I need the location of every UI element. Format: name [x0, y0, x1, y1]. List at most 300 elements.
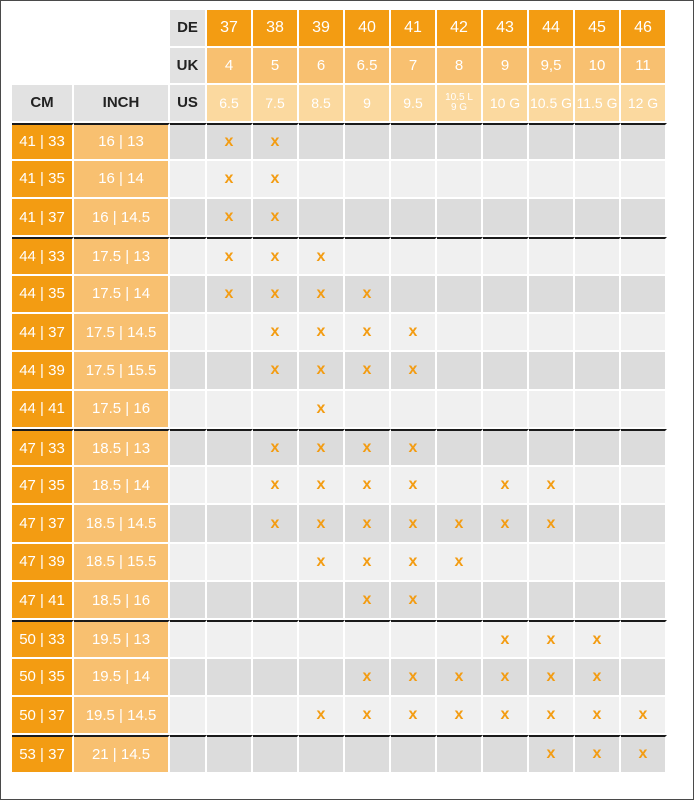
fit-cell [207, 276, 253, 314]
fit-cell [253, 697, 299, 735]
fit-cell [391, 582, 437, 620]
fit-cell [207, 697, 253, 735]
fit-mark: x [316, 399, 326, 417]
fit-cell [299, 123, 345, 161]
fit-cell [253, 505, 299, 543]
fit-cell [207, 582, 253, 620]
row-spacer [170, 237, 207, 275]
fit-cell [437, 659, 483, 697]
fit-cell [437, 314, 483, 352]
fit-mark: x [316, 361, 326, 379]
fit-mark: x [270, 284, 280, 302]
fit-cell [621, 199, 667, 237]
fit-cell [621, 659, 667, 697]
row-spacer [170, 123, 207, 161]
us-size-cell: 11.5 G [575, 85, 621, 123]
fit-cell [483, 161, 529, 199]
fit-cell [253, 161, 299, 199]
fit-cell [299, 582, 345, 620]
fit-cell [575, 544, 621, 582]
fit-cell [391, 620, 437, 658]
inch-value: 18.5 | 14 [74, 467, 170, 505]
fit-cell [529, 582, 575, 620]
us-size-cell: 10.5 G [529, 85, 575, 123]
fit-cell [299, 199, 345, 237]
fit-mark: x [408, 552, 418, 570]
fit-cell [345, 199, 391, 237]
row-spacer [170, 735, 207, 773]
fit-cell [253, 276, 299, 314]
fit-cell [621, 505, 667, 543]
row-spacer [170, 314, 207, 352]
size-row [12, 161, 667, 199]
cm-value: 47 | 37 [12, 505, 74, 543]
fit-mark: x [454, 514, 464, 532]
cm-value: 41 | 37 [12, 199, 74, 237]
cm-value: 44 | 35 [12, 276, 74, 314]
inch-value: 17.5 | 14 [74, 276, 170, 314]
fit-cell [575, 582, 621, 620]
fit-cell [253, 659, 299, 697]
fit-cell [345, 735, 391, 773]
fit-cell [575, 161, 621, 199]
fit-cell [207, 352, 253, 390]
fit-cell [253, 620, 299, 658]
us-size-cell: 7.5 [253, 85, 299, 123]
fit-mark: x [316, 247, 326, 265]
fit-cell [207, 237, 253, 275]
size-row [12, 582, 667, 620]
de-size-cell: 38 [253, 10, 299, 48]
fit-cell [253, 352, 299, 390]
fit-cell [207, 161, 253, 199]
fit-cell [345, 505, 391, 543]
fit-cell [575, 467, 621, 505]
fit-cell [529, 352, 575, 390]
fit-cell [345, 697, 391, 735]
size-row [12, 544, 667, 582]
inch-value: 18.5 | 16 [74, 582, 170, 620]
fit-cell [621, 391, 667, 429]
fit-cell [253, 429, 299, 467]
fit-mark: x [270, 208, 280, 226]
fit-cell [621, 161, 667, 199]
fit-mark: x [316, 552, 326, 570]
fit-cell [437, 276, 483, 314]
fit-cell [529, 314, 575, 352]
fit-cell [529, 391, 575, 429]
row-spacer [170, 697, 207, 735]
row-spacer [170, 199, 207, 237]
fit-cell [207, 659, 253, 697]
fit-cell [253, 582, 299, 620]
inch-value: 17.5 | 15.5 [74, 352, 170, 390]
row-spacer [170, 352, 207, 390]
fit-cell [529, 735, 575, 773]
uk-size-cell: 6.5 [345, 48, 391, 86]
fit-cell [575, 391, 621, 429]
fit-cell [529, 505, 575, 543]
fit-cell [529, 467, 575, 505]
fit-cell [207, 314, 253, 352]
cm-column-header: CM [12, 85, 74, 123]
de-size-cell: 40 [345, 10, 391, 48]
us-size-cell: 12 G [621, 85, 667, 123]
fit-cell [207, 123, 253, 161]
fit-cell [575, 237, 621, 275]
uk-size-cell: 9,5 [529, 48, 575, 86]
fit-cell [621, 123, 667, 161]
header-spacer [12, 48, 170, 86]
fit-cell [207, 735, 253, 773]
fit-cell [345, 161, 391, 199]
fit-cell [299, 467, 345, 505]
de-row-label: DE [170, 10, 207, 48]
fit-cell [253, 314, 299, 352]
fit-cell [299, 352, 345, 390]
fit-cell [345, 123, 391, 161]
header-spacer [12, 10, 170, 48]
fit-cell [483, 391, 529, 429]
inch-value: 21 | 14.5 [74, 735, 170, 773]
de-size-cell: 43 [483, 10, 529, 48]
fit-cell [299, 391, 345, 429]
fit-cell [483, 352, 529, 390]
fit-mark: x [270, 169, 280, 187]
fit-cell [391, 659, 437, 697]
fit-mark: x [362, 514, 372, 532]
fit-cell [621, 467, 667, 505]
fit-cell [437, 467, 483, 505]
fit-cell [437, 352, 483, 390]
cm-value: 44 | 37 [12, 314, 74, 352]
fit-mark: x [500, 476, 510, 494]
cm-value: 41 | 33 [12, 123, 74, 161]
fit-mark: x [408, 591, 418, 609]
fit-mark: x [270, 476, 280, 494]
fit-mark: x [270, 323, 280, 341]
fit-cell [345, 544, 391, 582]
fit-cell [483, 429, 529, 467]
fit-cell [483, 505, 529, 543]
fit-cell [299, 237, 345, 275]
fit-mark: x [362, 591, 372, 609]
fit-cell [391, 352, 437, 390]
fit-mark: x [408, 667, 418, 685]
fit-cell [529, 544, 575, 582]
fit-cell [483, 544, 529, 582]
fit-cell [253, 467, 299, 505]
fit-cell [345, 582, 391, 620]
fit-cell [345, 467, 391, 505]
fit-mark: x [592, 667, 602, 685]
size-row [12, 620, 667, 658]
fit-cell [345, 429, 391, 467]
inch-column-header: INCH [74, 85, 170, 123]
fit-cell [529, 199, 575, 237]
fit-cell [575, 123, 621, 161]
size-row [12, 505, 667, 543]
fit-cell [345, 276, 391, 314]
size-row [12, 467, 667, 505]
size-row [12, 199, 667, 237]
fit-mark: x [454, 552, 464, 570]
fit-mark: x [270, 361, 280, 379]
fit-mark: x [408, 706, 418, 724]
row-spacer [170, 582, 207, 620]
fit-mark: x [362, 284, 372, 302]
size-row [12, 123, 667, 161]
row-spacer [170, 391, 207, 429]
us-size-cell: 10 G [483, 85, 529, 123]
fit-mark: x [500, 667, 510, 685]
us-size-cell: 6.5 [207, 85, 253, 123]
fit-cell [483, 314, 529, 352]
uk-size-cell: 5 [253, 48, 299, 86]
inch-value: 18.5 | 15.5 [74, 544, 170, 582]
inch-value: 17.5 | 16 [74, 391, 170, 429]
fit-mark: x [408, 361, 418, 379]
fit-mark: x [224, 208, 234, 226]
fit-cell [621, 544, 667, 582]
cm-value: 53 | 37 [12, 735, 74, 773]
us-size-cell [437, 85, 483, 123]
inch-value: 19.5 | 13 [74, 620, 170, 658]
fit-mark: x [638, 706, 648, 724]
fit-cell [483, 237, 529, 275]
us-size-line: 9 G [450, 101, 468, 113]
fit-mark: x [408, 439, 418, 457]
fit-cell [253, 237, 299, 275]
fit-cell [253, 123, 299, 161]
fit-cell [437, 199, 483, 237]
fit-cell [437, 735, 483, 773]
fit-cell [483, 735, 529, 773]
fit-cell [437, 582, 483, 620]
fit-mark: x [224, 169, 234, 187]
size-row [12, 352, 667, 390]
uk-size-cell: 11 [621, 48, 667, 86]
fit-mark: x [500, 706, 510, 724]
fit-cell [529, 620, 575, 658]
de-size-cell: 37 [207, 10, 253, 48]
fit-cell [299, 276, 345, 314]
fit-cell [575, 505, 621, 543]
uk-size-cell: 9 [483, 48, 529, 86]
fit-cell [483, 659, 529, 697]
fit-cell [437, 620, 483, 658]
row-spacer [170, 276, 207, 314]
fit-cell [621, 314, 667, 352]
fit-cell [299, 659, 345, 697]
fit-cell [575, 276, 621, 314]
fit-cell [437, 161, 483, 199]
fit-cell [299, 161, 345, 199]
fit-mark: x [408, 476, 418, 494]
header-row-uk [12, 48, 667, 86]
fit-cell [529, 123, 575, 161]
size-row [12, 391, 667, 429]
fit-cell [345, 314, 391, 352]
fit-mark: x [362, 323, 372, 341]
fit-mark: x [362, 439, 372, 457]
fit-cell [437, 123, 483, 161]
fit-mark: x [546, 667, 556, 685]
fit-mark: x [316, 706, 326, 724]
cm-value: 47 | 41 [12, 582, 74, 620]
fit-cell [621, 620, 667, 658]
fit-cell [575, 620, 621, 658]
fit-cell [483, 276, 529, 314]
size-chart-body [12, 10, 667, 774]
fit-cell [437, 544, 483, 582]
size-row [12, 659, 667, 697]
fit-cell [299, 314, 345, 352]
fit-cell [483, 467, 529, 505]
fit-cell [483, 620, 529, 658]
cm-value: 50 | 33 [12, 620, 74, 658]
fit-mark: x [500, 514, 510, 532]
fit-mark: x [500, 630, 510, 648]
fit-mark: x [546, 630, 556, 648]
fit-cell [207, 544, 253, 582]
cm-value: 44 | 39 [12, 352, 74, 390]
size-row [12, 237, 667, 275]
fit-mark: x [362, 667, 372, 685]
fit-cell [529, 697, 575, 735]
size-row [12, 697, 667, 735]
fit-cell [391, 429, 437, 467]
fit-mark: x [270, 439, 280, 457]
de-size-cell: 42 [437, 10, 483, 48]
fit-mark: x [546, 476, 556, 494]
fit-mark: x [638, 745, 648, 763]
fit-cell [575, 199, 621, 237]
fit-mark: x [316, 323, 326, 341]
fit-cell [345, 352, 391, 390]
fit-cell [391, 505, 437, 543]
row-spacer [170, 659, 207, 697]
row-spacer [170, 620, 207, 658]
fit-cell [437, 237, 483, 275]
fit-cell [621, 352, 667, 390]
fit-cell [391, 276, 437, 314]
cm-value: 47 | 33 [12, 429, 74, 467]
fit-cell [529, 276, 575, 314]
uk-size-cell: 6 [299, 48, 345, 86]
fit-cell [299, 735, 345, 773]
fit-cell [253, 544, 299, 582]
row-spacer [170, 429, 207, 467]
fit-cell [391, 391, 437, 429]
row-spacer [170, 544, 207, 582]
fit-cell [299, 544, 345, 582]
fit-cell [253, 199, 299, 237]
fit-cell [207, 505, 253, 543]
row-spacer [170, 467, 207, 505]
fit-cell [207, 429, 253, 467]
cm-value: 44 | 41 [12, 391, 74, 429]
uk-row-label: UK [170, 48, 207, 86]
fit-cell [391, 544, 437, 582]
fit-cell [345, 659, 391, 697]
fit-mark: x [270, 247, 280, 265]
fit-mark: x [454, 706, 464, 724]
fit-mark: x [408, 514, 418, 532]
fit-mark: x [316, 439, 326, 457]
cm-value: 50 | 37 [12, 697, 74, 735]
fit-mark: x [592, 630, 602, 648]
fit-cell [345, 237, 391, 275]
inch-value: 17.5 | 14.5 [74, 314, 170, 352]
fit-mark: x [362, 706, 372, 724]
header-row-de [12, 10, 667, 48]
row-spacer [170, 161, 207, 199]
fit-cell [437, 505, 483, 543]
fit-cell [391, 161, 437, 199]
fit-cell [207, 467, 253, 505]
fit-cell [437, 429, 483, 467]
fit-mark: x [454, 667, 464, 685]
fit-mark: x [546, 745, 556, 763]
size-chart-table [12, 10, 667, 774]
fit-cell [253, 391, 299, 429]
cm-value: 47 | 35 [12, 467, 74, 505]
fit-mark: x [362, 476, 372, 494]
fit-cell [621, 276, 667, 314]
size-row [12, 314, 667, 352]
de-size-cell: 39 [299, 10, 345, 48]
fit-cell [207, 391, 253, 429]
fit-cell [575, 352, 621, 390]
fit-cell [575, 697, 621, 735]
fit-cell [483, 199, 529, 237]
fit-mark: x [546, 706, 556, 724]
de-size-cell: 44 [529, 10, 575, 48]
us-size-cell: 9.5 [391, 85, 437, 123]
header-row-us [12, 85, 667, 123]
fit-cell [253, 735, 299, 773]
fit-cell [391, 467, 437, 505]
fit-cell [437, 697, 483, 735]
fit-cell [207, 199, 253, 237]
inch-value: 18.5 | 14.5 [74, 505, 170, 543]
fit-cell [483, 123, 529, 161]
inch-value: 19.5 | 14.5 [74, 697, 170, 735]
fit-cell [207, 620, 253, 658]
cm-value: 41 | 35 [12, 161, 74, 199]
cm-value: 44 | 33 [12, 237, 74, 275]
fit-mark: x [592, 745, 602, 763]
size-row [12, 429, 667, 467]
fit-mark: x [546, 514, 556, 532]
inch-value: 16 | 13 [74, 123, 170, 161]
uk-size-cell: 4 [207, 48, 253, 86]
de-size-cell: 46 [621, 10, 667, 48]
fit-cell [529, 659, 575, 697]
inch-value: 17.5 | 13 [74, 237, 170, 275]
fit-cell [299, 697, 345, 735]
fit-cell [575, 735, 621, 773]
de-size-cell: 41 [391, 10, 437, 48]
uk-size-cell: 7 [391, 48, 437, 86]
fit-cell [483, 582, 529, 620]
fit-mark: x [224, 284, 234, 302]
us-size-cell: 8.5 [299, 85, 345, 123]
fit-mark: x [270, 514, 280, 532]
fit-cell [529, 429, 575, 467]
fit-cell [437, 391, 483, 429]
